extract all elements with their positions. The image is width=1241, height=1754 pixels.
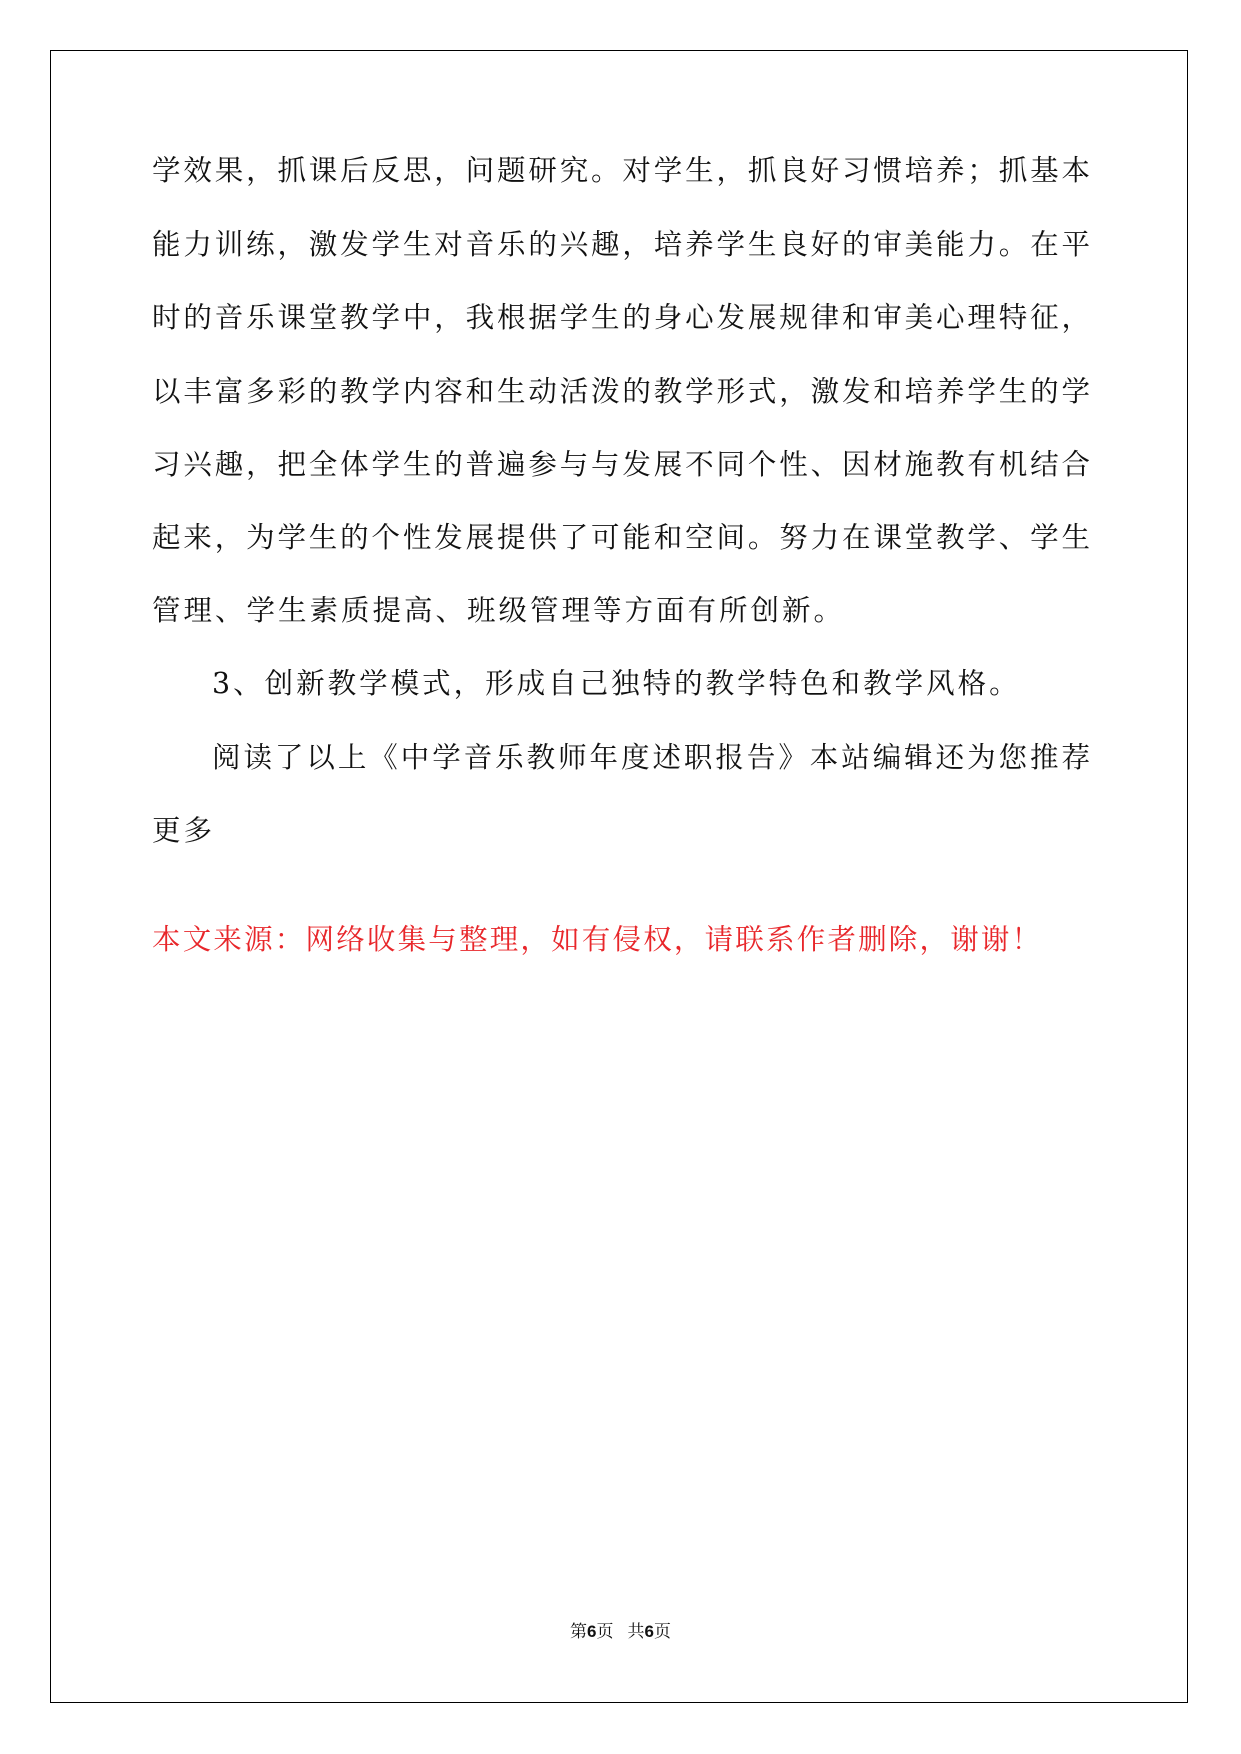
page-label-suffix: 页 [596,1622,614,1642]
body-text-line: 起来，为学生的个性发展提供了可能和空间。努力在课堂教学、学生 [152,521,1090,554]
body-text-line: 管理、学生素质提高、班级管理等方面有所创新。 [152,594,846,627]
body-text-line: 时的音乐课堂教学中，我根据学生的身心发展规律和审美心理特征， [152,301,1090,334]
recommendation-text: 阅读了以上《中学音乐教师年度述职报告》本站编辑还为您推荐 [212,741,1090,774]
total-label-suffix: 页 [653,1622,671,1642]
source-notice: 本文来源：网络收集与整理，如有侵权，请联系作者删除，谢谢！ [152,923,1043,956]
recommendation-text-continued: 更多 [152,814,216,847]
body-text-line: 学效果，抓课后反思，问题研究。对学生，抓良好习惯培养；抓基本 [152,154,1090,187]
page-footer [0,1620,1241,1644]
current-page-number: 6 [587,1622,597,1641]
body-text-line: 能力训练，激发学生对音乐的兴趣，培养学生良好的审美能力。在平 [152,228,1090,261]
page-label-prefix: 第 [570,1622,588,1642]
numbered-paragraph: 3、创新教学模式，形成自己独特的教学特色和教学风格。 [212,667,1021,700]
body-text-line: 以丰富多彩的教学内容和生动活泼的教学形式，激发和培养学生的学 [152,375,1090,408]
body-text-line: 习兴趣，把全体学生的普遍参与与发展不同个性、因材施教有机结合 [152,448,1090,481]
total-page-number: 6 [644,1622,654,1641]
total-label-prefix: 共 [627,1622,645,1642]
